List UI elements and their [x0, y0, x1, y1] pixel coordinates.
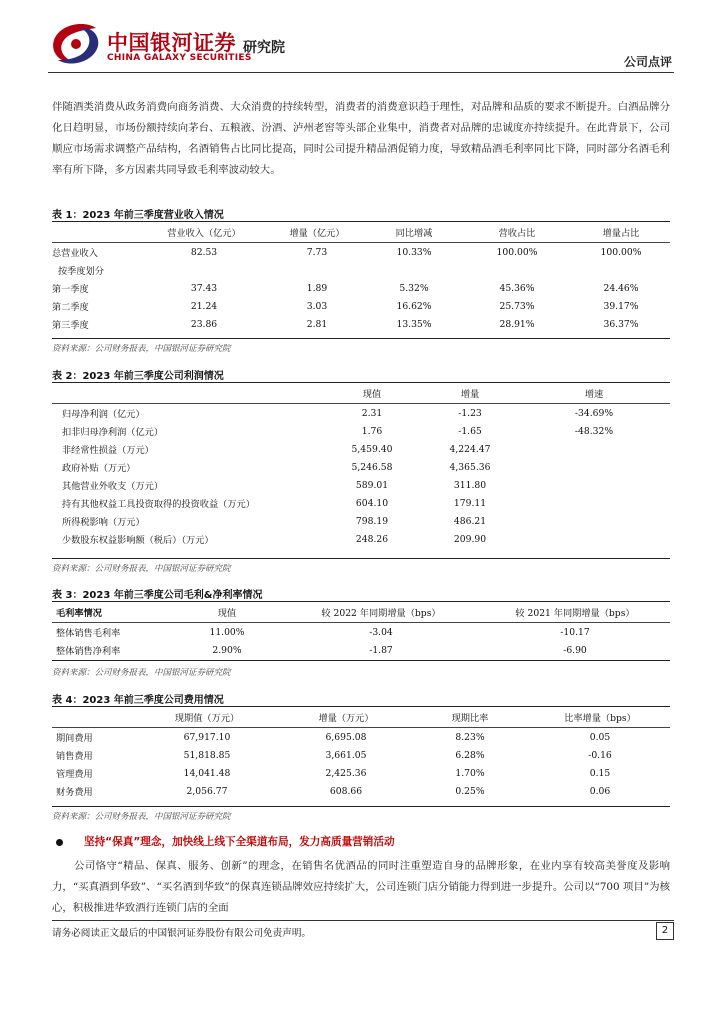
- table-section-row: [52, 261, 670, 279]
- table3-header-row: [52, 602, 670, 623]
- table2-bottom-rule: [52, 558, 670, 559]
- table-cell: 100.00%: [496, 246, 538, 258]
- table-cell: 25.73%: [499, 300, 535, 312]
- table-header-cell: 增量: [460, 389, 480, 400]
- table-cell: 整体销售净利率: [56, 646, 121, 657]
- header-divider: [48, 72, 674, 73]
- table-cell: 7.73: [306, 246, 328, 258]
- table-row: [52, 494, 670, 512]
- table-cell: -1.65: [458, 425, 482, 437]
- table-cell: 管理费用: [56, 769, 93, 780]
- table-header-cell: 营收占比: [498, 228, 536, 239]
- table-cell: 6,695.08: [325, 731, 367, 743]
- table-header-cell: 毛利率情况: [56, 608, 102, 619]
- table3-bottom-rule: [52, 660, 670, 661]
- table-row: [52, 530, 670, 548]
- table-header-cell: 增速: [584, 389, 604, 400]
- intro-paragraph: 伴随酒类消费从政务消费向商务消费、大众消费的持续转型，消费者的消费意识趋于理性，对品牌和品质的要求不断提升。白酒品牌分化日趋明显，市场份额持续向茅台、五粮液、汾酒、泸州老窖等头部企业集中，消费者对品牌的忠诚度亦持续提升。在此背景下，公司顺应市场需求调整产品结构，名酒销售占比同比提高，同时公司提升精品酒促销力度，导致精品酒毛利率同比下降，同时部分名酒毛利率有所下降，多方因素共同导致毛利率波动较大。: [52, 101, 670, 176]
- footer-disclaimer: 请务必阅读正文最后的中国银河证券股份有限公司免责声明。: [52, 928, 312, 939]
- table-cell: 3,661.05: [325, 749, 367, 761]
- table-row: [52, 623, 670, 642]
- table-cell: 37.43: [190, 282, 218, 294]
- table-cell: 第三季度: [52, 320, 89, 331]
- table-cell: 非经常性损益（万元）: [62, 445, 154, 456]
- table-cell: 14,041.48: [183, 767, 231, 779]
- brand-name-cn: 中国银河证券: [107, 31, 236, 55]
- table-row: [52, 764, 670, 782]
- table-cell: 总营业收入: [52, 248, 98, 259]
- footer-divider: [52, 920, 674, 921]
- table1-revenue: [52, 222, 670, 333]
- table-cell: 2,056.77: [186, 785, 228, 797]
- table-header-cell: [52, 383, 322, 404]
- table-cell: -48.32%: [574, 425, 614, 437]
- table-row: [52, 404, 670, 423]
- table-header-cell: 增量（万元）: [318, 713, 374, 724]
- table-cell: 0.05: [589, 731, 611, 743]
- report-type-label: 公司点评: [623, 55, 672, 69]
- table-header-cell: 同比增减: [395, 228, 433, 239]
- table-cell: 798.19: [355, 515, 389, 527]
- table-cell: 209.90: [453, 533, 487, 545]
- table-cell: 0.15: [589, 767, 611, 779]
- table-cell: 2.90%: [212, 644, 242, 656]
- table-cell: 100.00%: [600, 246, 642, 258]
- table-cell: -10.17: [560, 626, 590, 638]
- table-cell: 财务费用: [56, 787, 93, 798]
- table-cell: [518, 530, 670, 548]
- table-header-cell: 现期值（万元）: [174, 713, 240, 724]
- table-cell: -3.04: [369, 626, 393, 638]
- table-cell: 28.91%: [499, 318, 535, 330]
- table-cell: 少数股东权益影响额（税后）（万元）: [62, 535, 214, 546]
- table-cell: 销售费用: [56, 751, 93, 762]
- brand-name-en: CHINA GALAXY SECURITIES: [107, 53, 252, 63]
- table1-bottom-rule: [52, 338, 670, 339]
- table-cell: 0.25%: [455, 785, 485, 797]
- page-header: [0, 0, 724, 76]
- table1-title: 表 1：2023 年前三季度营业收入情况: [52, 210, 224, 221]
- table-cell: 第一季度: [52, 284, 89, 295]
- table4-expenses: [52, 707, 670, 800]
- table-header-cell: 现值: [362, 389, 382, 400]
- table-cell: 2,425.36: [325, 767, 367, 779]
- table-cell: 45.36%: [499, 282, 535, 294]
- table-cell: 政府补贴（万元）: [62, 463, 136, 474]
- table-cell: 4,224.47: [449, 443, 491, 455]
- table2-profit: [52, 383, 670, 548]
- table-row: [52, 315, 670, 333]
- table-header-cell: 营业收入（亿元）: [167, 228, 241, 239]
- table4-header-row: [52, 707, 670, 728]
- table3-title: 表 3：2023 年前三季度公司毛利&净利率情况: [52, 590, 263, 601]
- table-cell: -6.90: [563, 644, 587, 656]
- table-row: [52, 782, 670, 800]
- table-row: [52, 746, 670, 764]
- table-cell: 扣非归母净利润（亿元）: [62, 427, 164, 438]
- galaxy-swirl-logo-icon: [48, 22, 104, 66]
- table-row: [52, 279, 670, 297]
- table3-margin: [52, 602, 670, 659]
- table-cell: 2.31: [361, 407, 383, 419]
- table-cell: 311.80: [453, 479, 487, 491]
- table-cell: 82.53: [190, 246, 218, 258]
- table-row: [52, 641, 670, 659]
- table-cell: 6.28%: [455, 749, 485, 761]
- table-header-cell: [52, 707, 132, 728]
- table-cell: 39.17%: [603, 300, 639, 312]
- table-cell: 0.06: [589, 785, 611, 797]
- table-cell: 248.26: [355, 533, 389, 545]
- table3-source: 资料来源：公司财务报表，中国银河证券研究院: [52, 668, 231, 678]
- table-cell: 604.10: [355, 497, 389, 509]
- table-row: [52, 422, 670, 440]
- table2-header-row: [52, 383, 670, 404]
- table-row: [52, 512, 670, 530]
- table4-source: 资料来源：公司财务报表，中国银河证券研究院: [52, 812, 231, 822]
- table2-title: 表 2：2023 年前三季度公司利润情况: [52, 371, 224, 382]
- table-header-cell: 增量（亿元）: [289, 228, 345, 239]
- table-cell: 期间费用: [56, 733, 93, 744]
- table-cell: 4,365.36: [449, 461, 491, 473]
- table4-bottom-rule: [52, 806, 670, 807]
- table-cell: 21.24: [190, 300, 218, 312]
- table-cell: 第二季度: [52, 302, 89, 313]
- table-row: [52, 476, 670, 494]
- table-cell: [518, 476, 670, 494]
- table4-title: 表 4：2023 年前三季度公司费用情况: [52, 695, 224, 706]
- table-cell: 179.11: [453, 497, 487, 509]
- table-cell: 持有其他权益工具投资取得的投资收益（万元）: [62, 499, 255, 510]
- table-header-cell: 增量占比: [602, 228, 640, 239]
- table-cell: 589.01: [355, 479, 389, 491]
- table-cell: 24.46%: [603, 282, 639, 294]
- bullet-icon: [56, 839, 63, 846]
- table-cell: [518, 440, 670, 458]
- table-cell: 11.00%: [209, 626, 245, 638]
- table-cell: -0.16: [588, 749, 612, 761]
- table-cell: -34.69%: [574, 407, 614, 419]
- table-cell: 所得税影响（万元）: [62, 517, 145, 528]
- table-cell: 1.70%: [455, 767, 485, 779]
- table2-source: 资料来源：公司财务报表，中国银河证券研究院: [52, 564, 231, 574]
- table-cell: 归母净利润（亿元）: [62, 409, 145, 420]
- table-header-cell: 比率增量（bps）: [564, 713, 636, 724]
- table-cell: 5,459.40: [351, 443, 393, 455]
- table-cell: 486.21: [453, 515, 487, 527]
- table-cell: 3.03: [306, 300, 328, 312]
- table-row: [52, 297, 670, 315]
- table-row: [52, 243, 670, 262]
- table-cell: 16.62%: [396, 300, 432, 312]
- table-cell: [518, 494, 670, 512]
- table-cell: -1.87: [369, 644, 393, 656]
- table-header-cell: 较 2022 年同期增量（bps）: [321, 608, 441, 619]
- table-cell: -1.23: [458, 407, 482, 419]
- table-cell: 5.32%: [399, 282, 429, 294]
- table-cell: 67,917.10: [183, 731, 231, 743]
- table-cell: 2.81: [306, 318, 328, 330]
- table-cell: 23.86: [190, 318, 218, 330]
- table-cell: 13.35%: [396, 318, 432, 330]
- table-row: [52, 458, 670, 476]
- table-cell: 其他营业外收支（万元）: [62, 481, 164, 492]
- table-cell: 608.66: [329, 785, 363, 797]
- table1-source: 资料来源：公司财务报表，中国银河证券研究院: [52, 344, 231, 354]
- table-cell: 1.76: [361, 425, 383, 437]
- table-cell: 整体销售毛利率: [56, 628, 121, 639]
- table1-section-label: 按季度划分: [58, 266, 104, 277]
- table-cell: [518, 512, 670, 530]
- table-cell: [518, 458, 670, 476]
- page-number: 2: [656, 922, 674, 940]
- table-header-cell: 现值: [217, 608, 237, 619]
- institute-label: 研究院: [243, 40, 285, 56]
- table-cell: 10.33%: [396, 246, 432, 258]
- table-header-cell: 现期比率: [451, 713, 489, 724]
- section-body: 公司恪守“精品、保真、服务、创新”的理念，在销售名优酒品的同时注重塑造自身的品牌形象，在业内享有较高美誉度及影响力，“买真酒到华致”、“买名酒到华致”的保真连锁品牌效应持续扩大，公司连锁门店分销能力得到进一步提升。公司以“700 项目”为核心，积极推进华致酒行连锁门店的全面: [52, 860, 670, 914]
- table-header-cell: [52, 222, 140, 243]
- table-row: [52, 728, 670, 747]
- table-row: [52, 440, 670, 458]
- table-cell: 5,246.58: [351, 461, 393, 473]
- table-cell: 1.89: [306, 282, 328, 294]
- table-cell: 36.37%: [603, 318, 639, 330]
- table1-header-row: [52, 222, 670, 243]
- table-cell: 8.23%: [455, 731, 485, 743]
- table-header-cell: 较 2021 年同期增量（bps）: [515, 608, 635, 619]
- table-cell: 51,818.85: [183, 749, 231, 761]
- section-heading: 坚持“保真”理念，加快线上线下全渠道布局，发力高质量营销活动: [84, 836, 395, 848]
